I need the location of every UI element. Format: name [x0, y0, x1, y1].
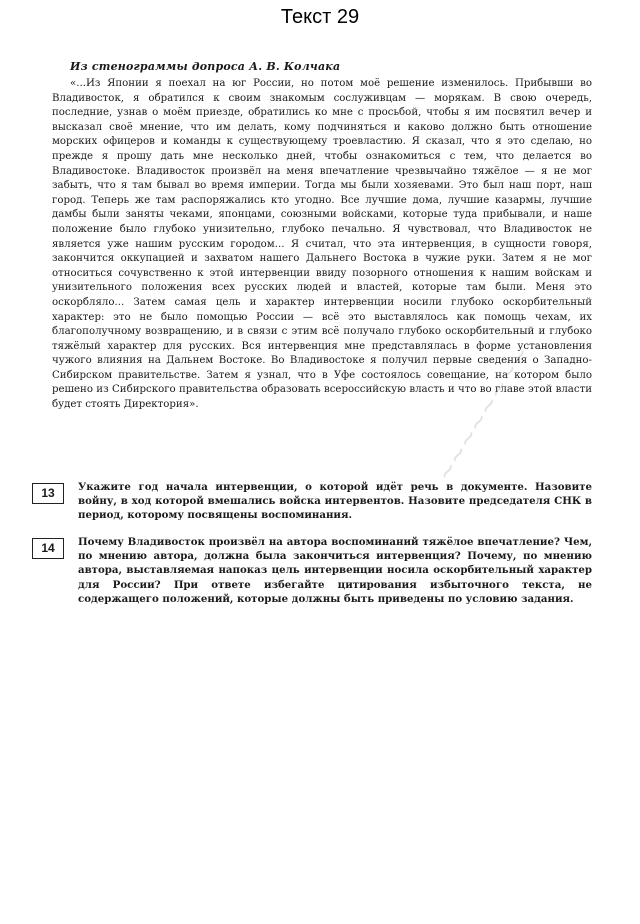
task-text: Почему Владивосток произвёл на автора воспоминаний тяжёлое впечатление? Чем, по мнению автора, должна была закончиться интервенция? Почему, по мнению автора, выставляемая напоказ цель интервенции носила оскорбительный характер для России? При ответе избегайте цитирования избыточного текста, не содержащего положений, которые должны быть приведены по условию задания. — [78, 536, 592, 605]
watermark: ~~~~~~~~ — [430, 338, 539, 487]
task-14 — [32, 535, 592, 606]
task-number-box: 14 — [32, 538, 64, 559]
source-heading: Из стенограммы допроса А. В. Колчака — [70, 60, 341, 73]
task-13 — [32, 480, 592, 523]
task-number-box: 13 — [32, 483, 64, 504]
task-text: Укажите год начала интервенции, о которой идёт речь в документе. Назовите войну, в ход которой вмешались войска интервентов. Назовите председателя СНК в период, которому посвящены воспоминания. — [78, 481, 592, 522]
page-title: Текст 29 — [280, 6, 360, 28]
source-text: «...Из Японии я поехал на юг России, но потом моё решение изменилось. Прибывши во Владивосток, я обратился к своим знакомым сослуживцам — морякам. В свою очередь, последние, узнав о моём приезде, обратились ко мне с просьбой, чтобы я им посвятил вечер и высказал своё мнение, что им делать, кому подчиняться и каково должно быть отношение морских офицеров и команды к существующему троевластию. Я сказал, что я это сделаю, но прежде я прошу дать мне несколько дней, чтобы ознакомиться с тем, что делается во Владивостоке. Владивосток произвёл на меня впечатление чрезвычайно тяжёлое — я не мог забыть, что я там бывал во время империи. Тогда мы были хозяевами. Это был наш порт, наш город. Теперь же там распоряжались кто угодно. Все лучшие дома, лучшие казармы, лучшие дамбы были заняты чеками, японцами, союзными войсками, которые туда прибывали, и наше положение было глубоко унизительно, глубоко печально. Я чувствовал, что Владивосток не является уже нашим русским городом... Я считал, что эта интервенция, в сущности говоря, закончится оккупацией и захватом нашего Дальнего Востока в чужие руки. Затем я не мог относиться сочувственно к этой интервенции ввиду позорного отношения к нашим войскам и унизительного положения всех русских людей и властей, которые там были. Меня это оскорбляло... Затем самая цель и характер интервенции носили глубоко оскорбительный характер: это не было помощью России — всё это выставлялось как помощь чехам, их благополучному возвращению, и в связи с этим всё получало глубоко оскорбительный и глубоко тяжёлый характер для русских. Вся интервенция мне представлялась в форме установления чужого влияния на Дальнем Востоке. Во Владивостоке я получил первые сведения о Западно-Сибирском правительстве. Затем я узнал, что в Уфе состоялось совещание, на котором было решено из Сибирского правительства образовать всероссийскую власть и что во главе этой власти будет стоять Директория». — [52, 78, 592, 411]
